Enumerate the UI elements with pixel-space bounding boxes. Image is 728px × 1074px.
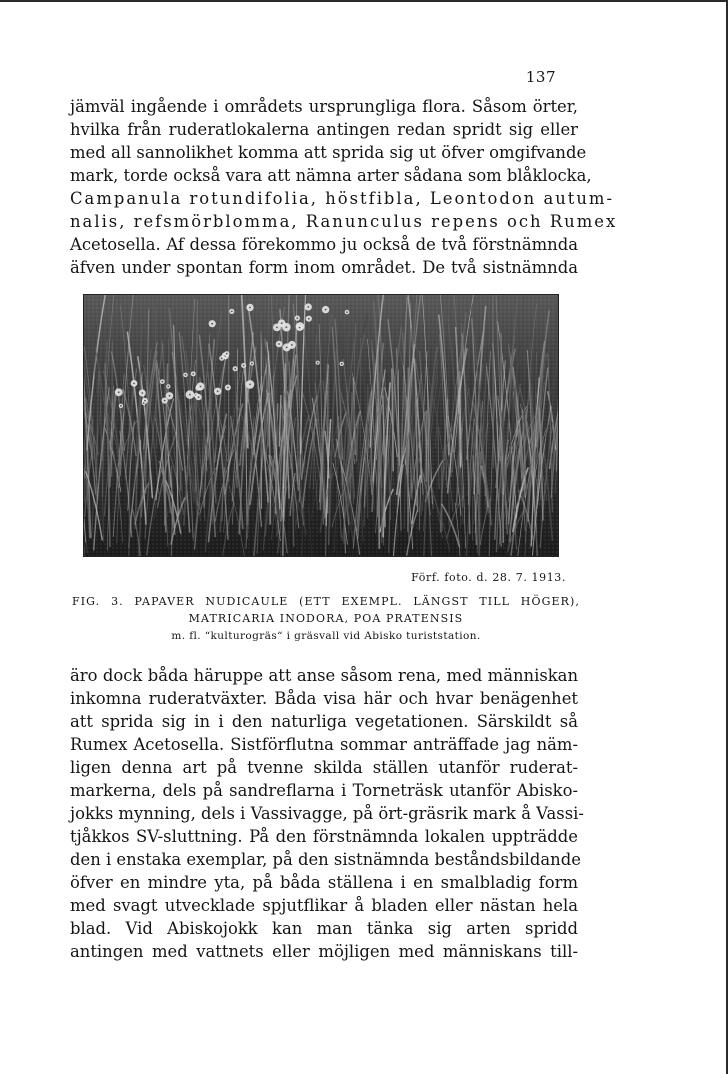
daisy-center [227, 387, 229, 389]
daisy-center [200, 386, 202, 388]
text-line: nalis, refsmörblomma, Ranunculus repens och Rumex [70, 212, 618, 231]
daisy-center [278, 343, 280, 345]
text-line: äro dock båda häruppe att anse såsom rena, med människan [70, 666, 578, 685]
daisy-center [192, 373, 194, 375]
daisy-center [346, 311, 348, 313]
daisy-center [185, 374, 187, 376]
photograph-image [84, 295, 558, 556]
text-line: ligen denna art på tvenne skilda ställen utanför ruderat- [70, 758, 578, 777]
daisy-center [296, 317, 298, 319]
daisy-center [234, 368, 236, 370]
daisy-center [286, 347, 288, 349]
text-line: blad. Vid Abiskojokk kan man tänka sig arten spridd [70, 919, 578, 938]
text-line: jämväl ingående i områdets ursprungliga flora. Såsom örter, [70, 97, 578, 116]
daisy-center [308, 318, 310, 320]
text-line: mark, torde också vara att nämna arter sådana som blåklocka, [70, 166, 592, 185]
text-line: Campanula rotundifolia, höstfibla, Leontodon autum- [70, 189, 615, 208]
text-line: den i enstaka exemplar, på den sistnämnda beståndsbildande [70, 850, 581, 869]
daisy-center [226, 353, 228, 355]
daisy-center [341, 363, 343, 365]
daisy-center [118, 391, 120, 393]
text-line: jokks mynning, dels i Vassivagge, på ört-gräsrik mark å Vassi- [70, 804, 584, 823]
page-edge-top [0, 0, 728, 2]
daisy-center [249, 384, 251, 386]
meadow-photograph [83, 294, 559, 557]
daisy-center [211, 323, 213, 325]
text-line: tjåkkos SV-sluttning. På den förstnämnda lokalen uppträdde [70, 827, 578, 846]
daisy-center [161, 381, 163, 383]
daisy-center [307, 306, 309, 308]
figure-caption-species: MATRICARIA INODORA, POA PRATENSIS [188, 612, 464, 625]
text-line: Rumex Acetosella. Sistförflutna sommar anträffade jag näm- [70, 735, 578, 754]
text-line: öfver en mindre yta, på båda ställena i en smalbladig form [70, 873, 578, 892]
daisy-center [120, 405, 122, 407]
daisy-center [249, 307, 251, 309]
daisy-center [141, 392, 143, 394]
text-line: markerna, dels på sandreflarna i Torneträsk utanför Abisko- [70, 781, 578, 800]
text-line: hvilka från ruderatlokalerna antingen redan spridt sig eller [70, 120, 578, 139]
daisy-center [325, 309, 327, 311]
daisy-center [243, 365, 245, 367]
daisy-center [276, 327, 278, 329]
text-line: inkomna ruderatväxter. Båda visa här och hvar benägenhet [70, 689, 578, 708]
grass-blade [412, 299, 413, 497]
daisy-center [133, 383, 135, 385]
daisy-center [317, 362, 319, 364]
daisy-center [281, 322, 283, 324]
daisy-center [189, 394, 191, 396]
daisy-center [217, 390, 219, 392]
daisy-center [167, 386, 169, 388]
grass-blade [493, 295, 494, 467]
daisy-center [299, 327, 301, 329]
text-line: med svagt utvecklade spjutflikar å bladen eller nästan hela [70, 896, 578, 915]
text-line: att sprida sig in i den naturliga vegetationen. Särskildt så [70, 712, 578, 731]
daisy-center [251, 363, 253, 365]
text-line: äfven under spontan form inom området. De två sistnämnda [70, 258, 578, 277]
daisy-center [286, 326, 288, 328]
daisy-center [169, 395, 171, 397]
page-number: 137 [525, 68, 556, 86]
text-line: Acetosella. Af dessa förekommo ju också de två förstnämnda [70, 235, 578, 254]
daisy-center [198, 396, 200, 398]
figure-caption-title: FIG. 3. PAPAVER NUDICAULE (ETT EXEMPL. LÄNGST TILL HÖGER), [72, 595, 580, 608]
figure-caption-note: m. fl. “kulturogräs“ i gräsvall vid Abisko turiststation. [171, 630, 481, 642]
daisy-center [164, 400, 166, 402]
daisy-center [143, 402, 145, 404]
photo-credit: Förf. foto. d. 28. 7. 1913. [411, 571, 566, 584]
text-line: antingen med vattnets eller möjligen med människans till- [70, 942, 578, 961]
daisy-center [231, 311, 233, 313]
daisy-center [291, 344, 293, 346]
text-line: med all sannolikhet komma att sprida sig ut öfver omgifvande [70, 143, 587, 162]
